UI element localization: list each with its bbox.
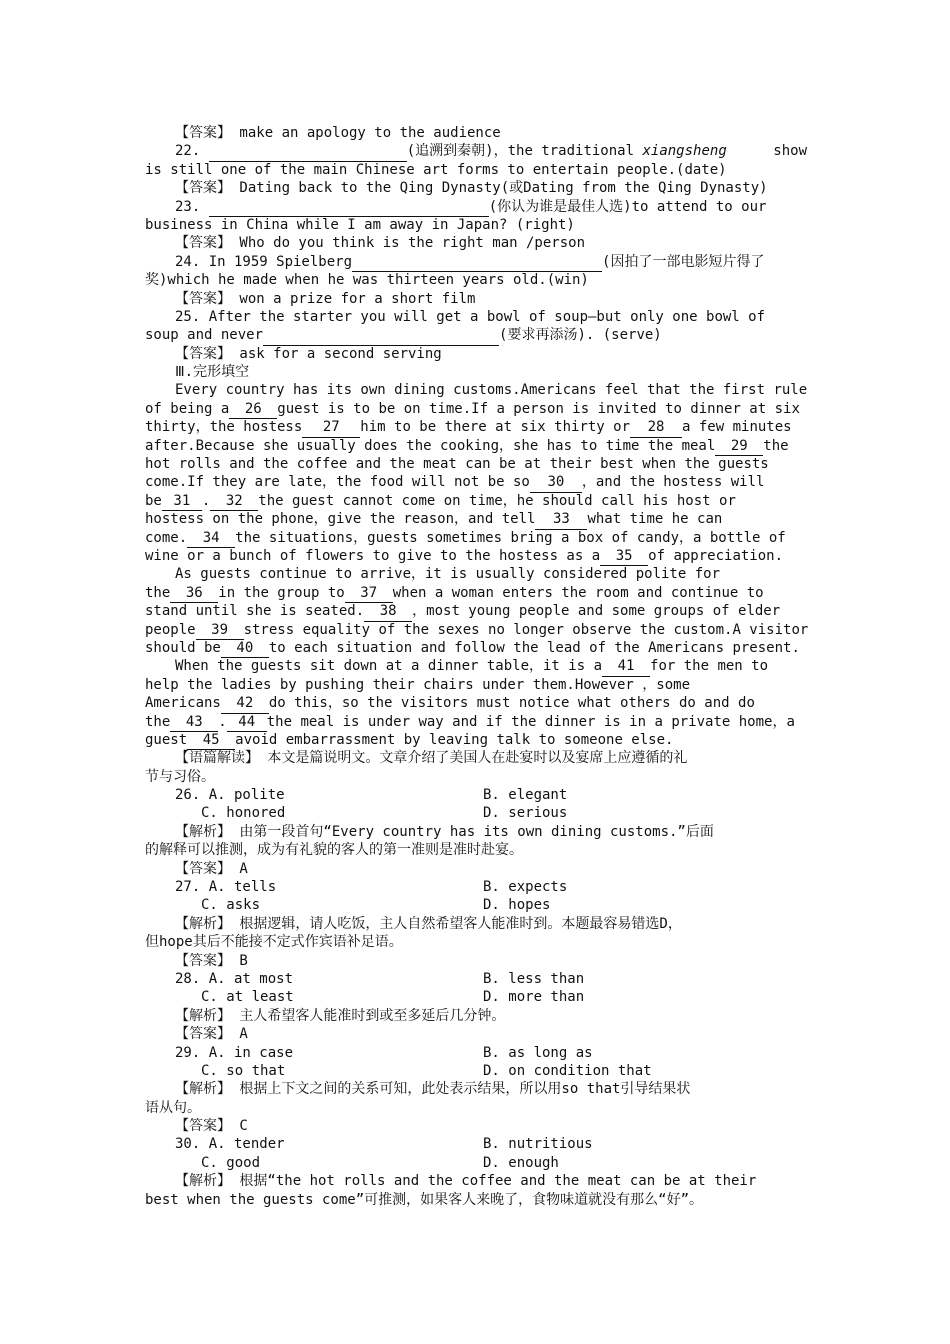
cloze-blank[interactable]: 36 xyxy=(170,584,218,603)
answer-line: 【答案】 A xyxy=(175,1026,248,1043)
document-page: 【答案】 make an apology to the audience 22. (追溯到秦朝)，the traditional xiangsheng show is still one of the main Chinese art forms to entertain people.(date) 【答案】 Dating back to the Qing Dynasty(或Dating from the Qing Dynasty) 23. (你认为谁是最佳人选)to attend to our business in China while I am away in Japan? (right) 【答案】 Who do you think is the right man /person 24. In 1959 Spielberg (因拍了一部电影短片得了 奖)which he made when he was thirteen years old.(win) 【答案】 won a prize for a short film 25. After the starter you will get a bowl of soup—but only one bowl of soup and never (要求再添汤). (serve) 【答案】 ask for a second serving Ⅲ.完形填空 Every country has its own dining customs.Americans feel that the first rule of being a 26 guest is to be on time.If a person is invited to dinner at six thirty，the hostess 27 him to be there at six thirty or 28 a few minutes after.Because she usually does the cooking，she has to time the meal 29 the hot rolls and the coffee and the meat can be at their best when the guests come.If they are late，the food will not be so 30 ，and the hostess will be 31 . 32 the guest cannot come on time，he should call his host or hostess on the phone，give the reason，and tell 33 what time he can come. 34 the situations，guests sometimes bring a box of candy，a bottle of wine or a bunch of flowers to give to the hostess as a 35 of appreciation. As guests continue to arrive，it is usually considered polite for the 36 in the group to 37 when a woman enters the room and continue to stand until she is seated. 38 ，most young people and some groups of elder people 39 stress equality of the sexes no longer observe the custom.A visitor should be 40 to each situation and follow the lead of the Americans present. When the guests sit down at a dinner table，it is a 41 for the men to help the ladies by pushing their chairs under them.However ，some Americans 42 do this，so the visitors must notice what others do and do the 43 . 44 the meal is under way and if the dinner is in a private home，a guest 45 avoid embarrassment by leaving talk to someone else. 【语篇解读】 本文是篇说明文。文章介绍了美国人在赴宴时以及宴席上应遵循的礼 节与习俗。 26. A. polite B. elegant C. honored D. serious 【解析】 由第一段首句“Every country has its own dining customs.”后面 的解释可以推测，成为有礼貌的客人的第一准则是准时赴宴。 【答案】 A 27. A. tells B. expects C. asks D. hopes 【解析】 根据逻辑，请人吃饭，主人自然希望客人能准时到。本题最容易错选D， 但hope其后不能接不定式作宾语补足语。 【答案】 B 28. A. at most B. less than C. at least D. more than 【解析】 主人希望客人能准时到或至多延后几分钟。 【答案】 A 29. A. in case B. as long as C. so that D. on condition that 【解析】 根据上下文之间的关系可知，此处表示结果，所以用so that引导结果状 语从句。 【答案】 C 30. A. tender B. nutritious C. good D. enough 【解析】 根据“the hot rolls and the coffee and the meat can be at their best when the guests come”可推测，如果客人来晚了，食物味道就没有那么“好”。 xyxy=(145,125,809,1208)
explanation: 【解析】 根据“the hot rolls and the coffee and the meat can be at their xyxy=(175,1173,757,1190)
answer-line: 【答案】 Who do you think is the right man /person xyxy=(175,235,586,252)
cloze-blank[interactable]: 41 xyxy=(602,657,650,676)
question-29: 29. A. in case B. as long as xyxy=(175,1044,593,1061)
answer-line: 【答案】 make an apology to the audience xyxy=(175,125,501,141)
question-27: 27. A. tells B. expects xyxy=(175,879,568,896)
question-25: 25. After the starter you will get a bowl of soup—but only one bowl of xyxy=(175,308,766,325)
cloze-blank[interactable]: 35 xyxy=(600,547,648,566)
answer-blank[interactable] xyxy=(209,198,489,217)
passage-summary: 【语篇解读】 本文是篇说明文。文章介绍了美国人在赴宴时以及宴席上应遵循的礼 xyxy=(175,750,688,767)
question-28: 28. A. at most B. less than xyxy=(175,970,585,987)
question-26: 26. A. polite B. elegant xyxy=(175,787,568,804)
answer-line: 【答案】 A xyxy=(175,860,248,877)
section-heading: Ⅲ.完形填空 xyxy=(175,364,250,381)
cloze-blank[interactable]: 44 xyxy=(227,713,267,732)
answer-blank[interactable] xyxy=(209,142,407,161)
answer-blank[interactable] xyxy=(352,253,602,272)
explanation: 【解析】 由第一段首句“Every country has its own dining customs.”后面 xyxy=(175,823,714,840)
cloze-blank[interactable]: 27 xyxy=(302,418,360,437)
answer-line: 【答案】 ask for a second serving xyxy=(175,345,442,362)
cloze-blank[interactable]: 37 xyxy=(345,584,393,603)
answer-line: 【答案】 B xyxy=(175,952,248,969)
cloze-passage: Every country has its own dining customs.Americans feel that the first rule of being a 26 guest is to be on time.If a person is invited to dinner at six thirty，the hostess 27 him to be there at six thirty or 28 a few minutes after.Because she usually does the cooking，she has to time the meal 29 the hot rolls and the coffee and the meat can be at their best when the guests come.If they are late，the food will not be so 30 ，and the hostess will be 31 . 32 the guest cannot come on time，he should call his host or hostess on the phone，give the reason，and tell 33 what time he can come. 34 the situations，guests sometimes bring a box of candy，a bottle of wine or a bunch of flowers to give to the hostess as a 35 of appreciation. As guests continue to arrive，it is usually considered polite for the 36 in the group to 37 when a woman enters the room and continue to stand until she is seated. 38 ，most young people and some groups of elder people 39 stress equality of the sexes no longer observe the custom.A visitor should be 40 to each situation and follow the lead of the Americans present. When the guests sit down at a dinner table，it is a 41 for the men to help the ladies by pushing their chairs under them.However ，some Americans 42 do this，so the visitors must notice what others do and do the 43 . 44 the meal is under way and if the dinner is in a private home，a guest 45 avoid embarrassment by leaving talk to someone else. xyxy=(145,381,807,749)
cloze-blank[interactable]: 45 xyxy=(187,731,235,750)
question-22: 22. (追溯到秦朝)，the traditional xiangsheng show xyxy=(145,142,807,160)
cloze-blank[interactable]: 42 xyxy=(221,694,269,713)
cloze-blank[interactable]: 33 xyxy=(535,510,587,529)
cloze-blank[interactable]: 39 xyxy=(196,621,244,640)
cloze-blank[interactable]: 28 xyxy=(630,418,682,437)
answer-line: 【答案】 C xyxy=(175,1118,248,1135)
cloze-blank[interactable]: 40 xyxy=(221,639,269,658)
cloze-blank[interactable]: 29 xyxy=(715,437,763,456)
cloze-blank[interactable]: 30 xyxy=(530,473,582,492)
explanation: 【解析】 根据逻辑，请人吃饭，主人自然希望客人能准时到。本题最容易错选D， xyxy=(175,915,682,932)
question-30: 30. A. tender B. nutritious xyxy=(175,1136,593,1153)
cloze-blank[interactable]: 32 xyxy=(210,492,258,511)
cloze-blank[interactable]: 38 xyxy=(364,602,412,621)
explanation: 【解析】 主人希望客人能准时到或至多延后几分钟。 xyxy=(175,1007,506,1024)
answer-blank[interactable] xyxy=(263,326,499,345)
cloze-blank[interactable]: 43 xyxy=(170,713,218,732)
question-23: 23. (你认为谁是最佳人选)to attend to our xyxy=(145,198,807,216)
answer-line: 【答案】 Dating back to the Qing Dynasty(或Dating from the Qing Dynasty) xyxy=(175,180,768,197)
question-24: 24. In 1959 Spielberg (因拍了一部电影短片得了 xyxy=(145,253,807,271)
answer-line: 【答案】 won a prize for a short film xyxy=(175,290,476,307)
cloze-blank[interactable]: 31 xyxy=(162,492,202,511)
explanation: 【解析】 根据上下文之间的关系可知，此处表示结果，所以用so that引导结果状 xyxy=(175,1081,691,1098)
cloze-blank[interactable]: 34 xyxy=(187,529,235,548)
cloze-blank[interactable]: 26 xyxy=(229,400,277,419)
